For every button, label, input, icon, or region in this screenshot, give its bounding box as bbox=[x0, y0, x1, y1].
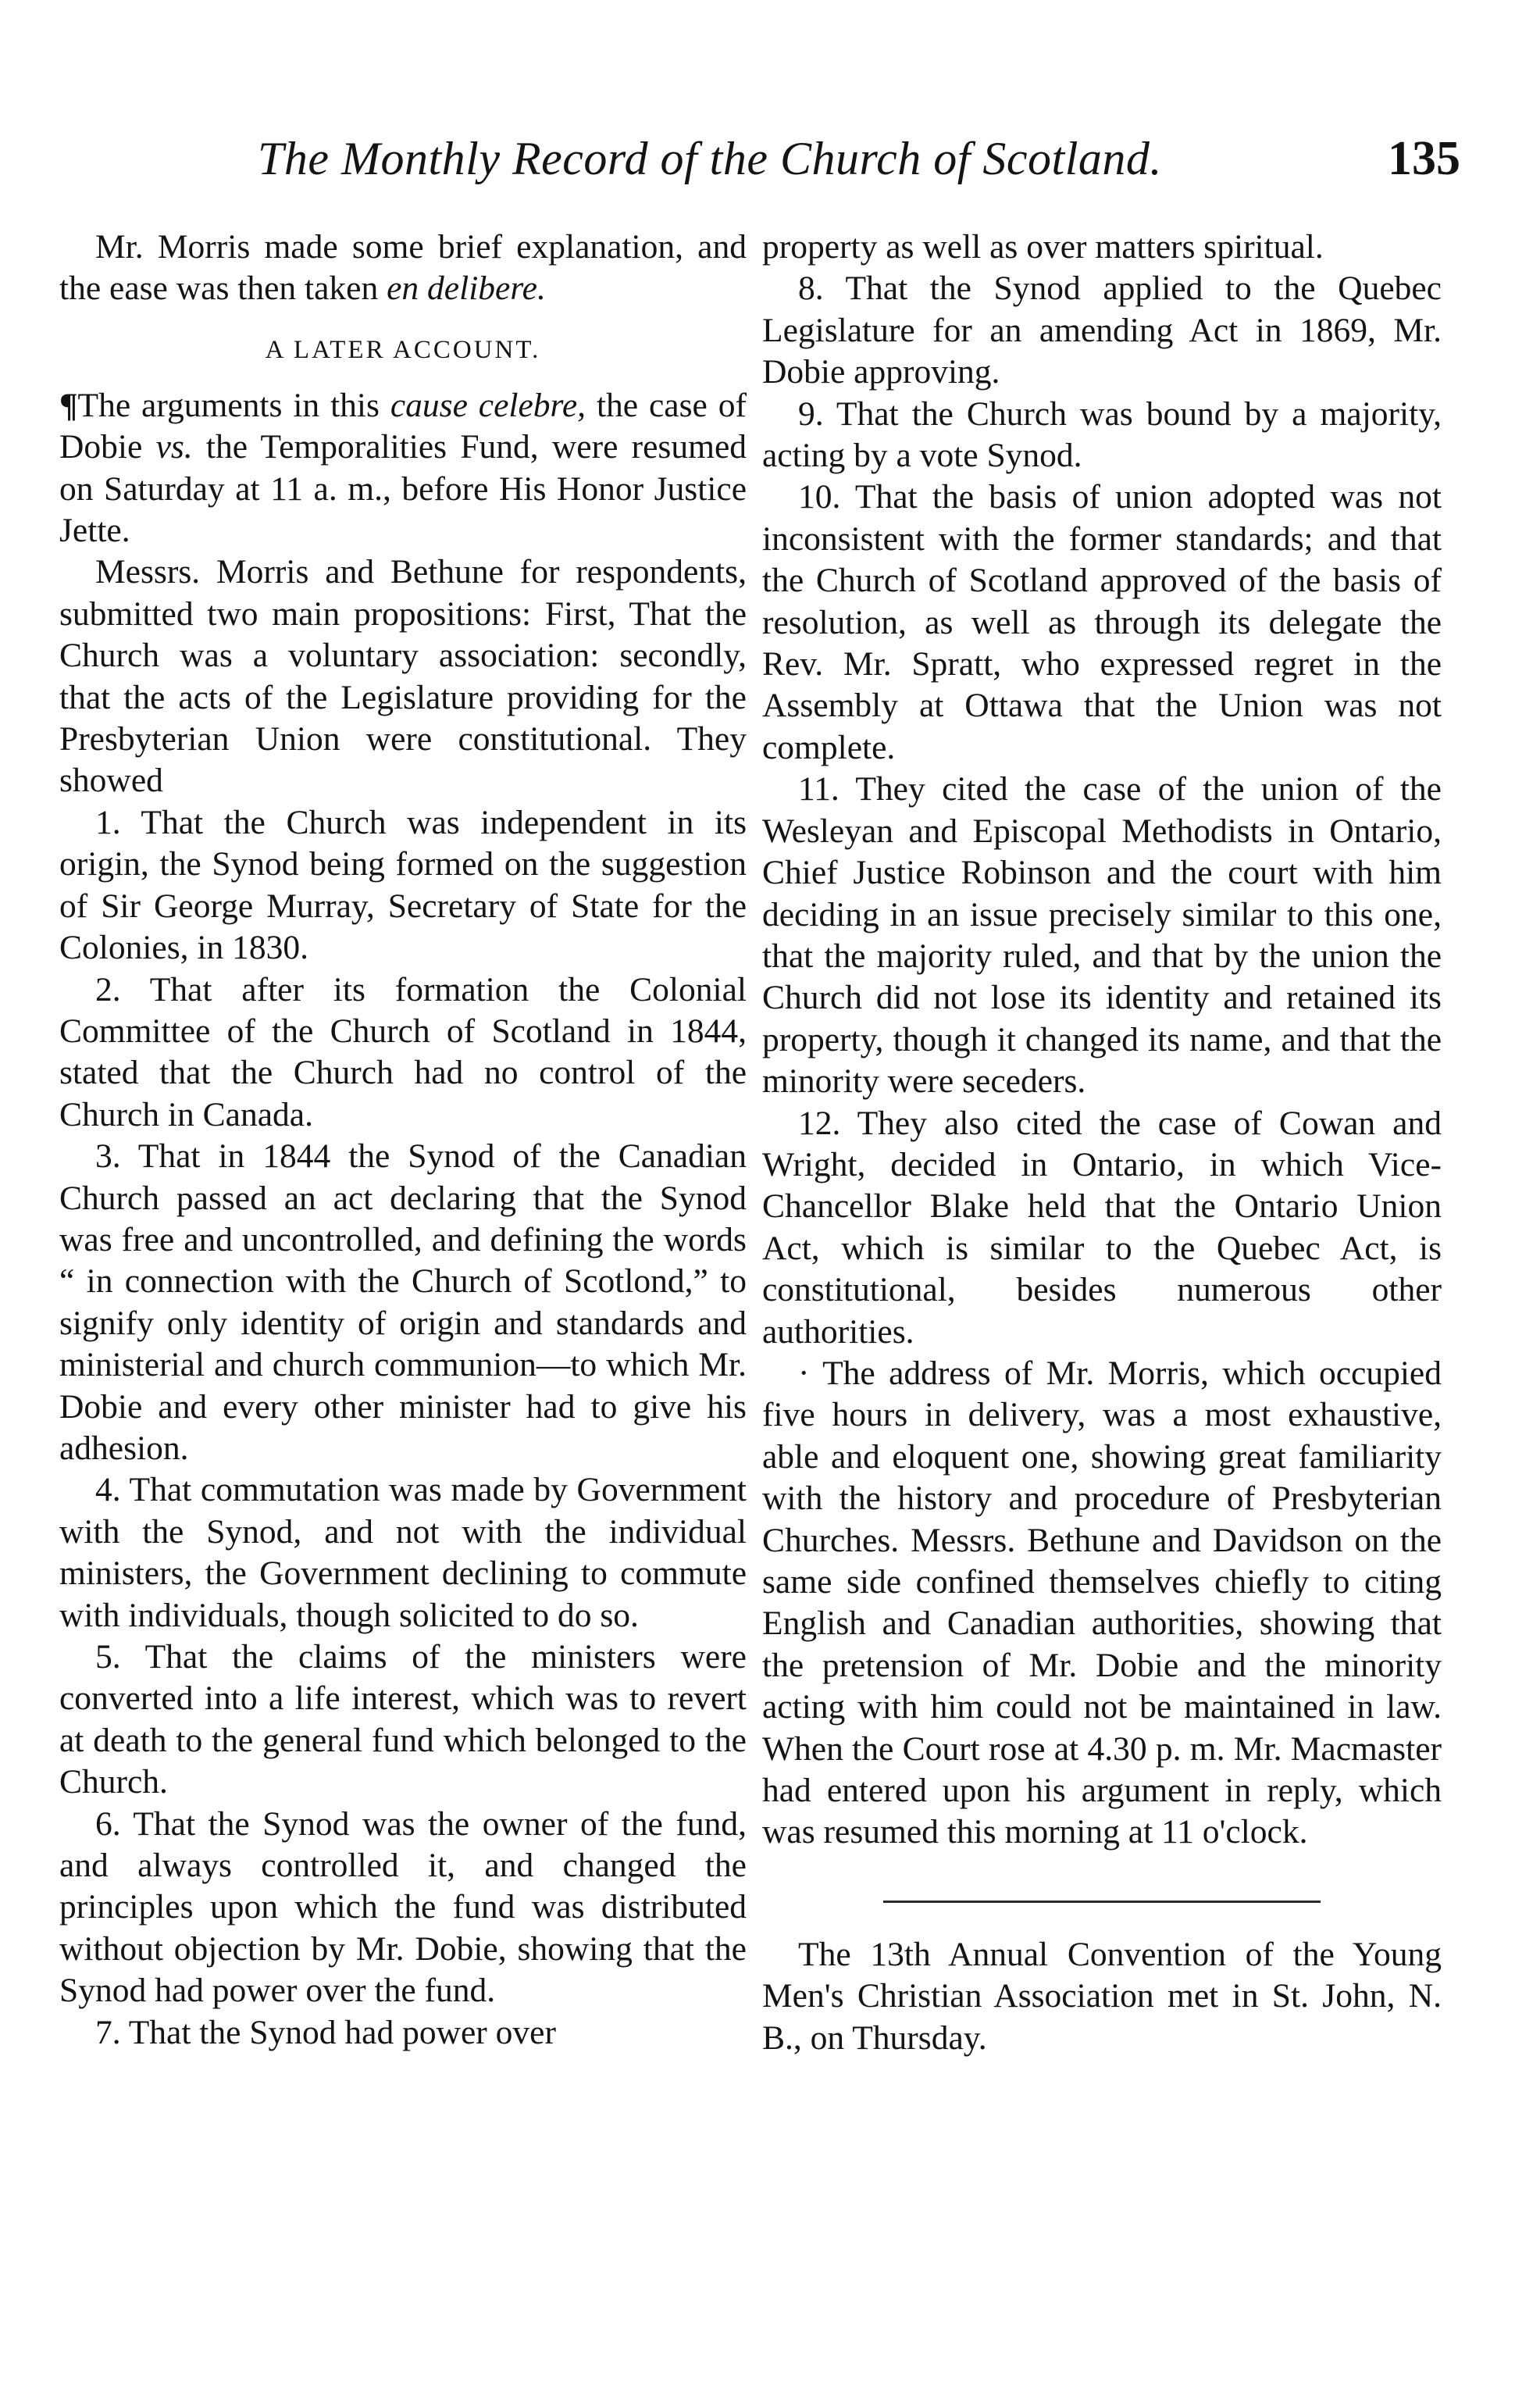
list-item: 3. That in 1844 the Synod of the Canadian Church passed an act declaring that the Synod was free and uncontrolled, and defining the words “ in connection with the Church of Scotlond,” to signify only identity of origin and standards and ministerial and church communion—to which Mr. Dobie and every other minister had to give his adhesion. bbox=[59, 1137, 747, 1467]
list-item-continuation: property as well as over matters spiritual. bbox=[762, 228, 1324, 266]
paragraph-mark-icon: ¶ bbox=[59, 386, 78, 424]
list-item: 7. That the Synod had power over bbox=[95, 2013, 556, 2051]
section-divider bbox=[883, 1901, 1321, 1903]
section-subheading: A LATER ACCOUNT. bbox=[265, 335, 541, 364]
running-header bbox=[258, 131, 1460, 186]
paragraph-ymca-convention: The 13th Annual Convention of the Young Men's Christian Association met in St. John, N. B., on Thursday. bbox=[762, 1935, 1442, 2057]
paragraph-propositions: Messrs. Morris and Bethune for respondents, submitted two main propositions: First, That the Church was a voluntary association: secondly, that the acts of the Legislature providing for the Presbyterian Union were constitutional. They showed bbox=[59, 553, 747, 800]
list-item: 12. They also cited the case of Cowan and Wright, decided in Ontario, in which Vice-Chancellor Blake held that the Ontario Union Act, which is similar to the Quebec Act, is constitutional, besides numerous other authorities. bbox=[762, 1104, 1442, 1351]
left-column bbox=[59, 227, 747, 2054]
list-item: 4. That commutation was made by Government with the Synod, and not with the individual ministers, the Government declining to commute with individuals, though solicited to do so. bbox=[59, 1471, 747, 1634]
list-item: 8. That the Synod applied to the Quebec Legislature for an amending Act in 1869, Mr. Dobie approving. bbox=[762, 269, 1442, 391]
right-column bbox=[762, 227, 1442, 2059]
page-number: 135 bbox=[1388, 132, 1460, 185]
list-item: 6. That the Synod was the owner of the fund, and always controlled it, and changed the principles upon which the fund was distributed without objection by Mr. Dobie, showing that the Synod had power over the fund. bbox=[59, 1804, 747, 2010]
list-item: 11. They cited the case of the union of the Wesleyan and Episcopal Methodists in Ontario, Chief Justice Robinson and the court with him deciding in an issue precisely similar to this one, that the majority ruled, and that by the union the Church did not lose its identity and retained its property, though it changed its name, and that the minority were seceders. bbox=[762, 770, 1442, 1101]
list-item: 10. That the basis of union adopted was not inconsistent with the former standards; and that the Church of Scotland approved of the basis of resolution, as well as through its delegate the Rev. Mr. Spratt, who expressed regret in the Assembly at Ottawa that the Union was not complete. bbox=[762, 478, 1442, 766]
list-item: 9. That the Church was bound by a majority, acting by a vote Synod. bbox=[762, 394, 1442, 475]
paragraph-address: · The address of Mr. Morris, which occupied five hours in delivery, was a most exhaustive, able and eloquent one, showing great familiarity with the history and procedure of Presbyterian Churches. Messrs. Bethune and Davidson on the same side confined themselves chiefly to citing English and Canadian authorities, showing that the pretension of Mr. Dobie and the minority acting with him could not be maintained in law. When the Court rose at 4.30 p. m. Mr. Macmaster had entered upon his argument in reply, which was resumed this morning at 11 o'clock. bbox=[762, 1354, 1442, 1851]
journal-title: The Monthly Record of the Church of Scotland. bbox=[258, 133, 1162, 184]
paragraph-explanation: Mr. Morris made some brief explanation, and the ease was then taken en delibere. bbox=[59, 228, 747, 308]
list-item: 2. That after its formation the Colonial Committee of the Church of Scotland in 1844, stated that the Church had no control of the Church in Canada. bbox=[59, 970, 747, 1133]
list-item: 5. That the claims of the ministers were converted into a life interest, which was to revert at death to the general fund which belonged to the Church. bbox=[59, 1638, 747, 1801]
list-item: 1. That the Church was independent in its origin, the Synod being formed on the suggestion of Sir George Murray, Secretary of State for the Colonies, in 1830. bbox=[59, 803, 747, 967]
paragraph-arguments: ¶The arguments in this cause celebre, the case of Dobie vs. the Temporalities Fund, were resumed on Saturday at 11 a. m., before His Honor Justice Jette. bbox=[59, 386, 747, 550]
